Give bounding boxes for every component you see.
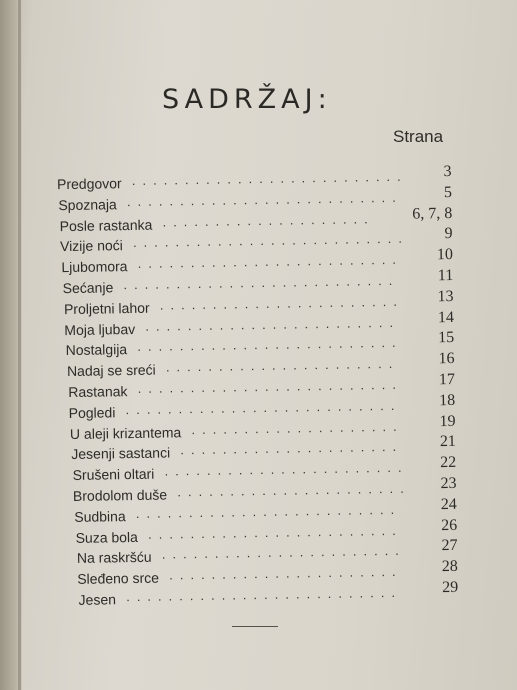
leader-dots: ......................... [137, 335, 403, 355]
toc-entry-title: Ljubomora [61, 258, 128, 276]
toc-entry-page: 14 [437, 308, 455, 326]
toc-entry-page: 3 [443, 162, 452, 181]
leader-dots: ........................ [147, 522, 403, 542]
toc-entry-page: 26 [441, 516, 458, 534]
toc-entry-title: Nadaj se sreći [66, 361, 156, 380]
toc-entry-page: 24 [440, 495, 457, 513]
page-title: SADRŽAJ: [162, 84, 332, 115]
toc-entry-page: 28 [441, 558, 458, 576]
leader-dots: .......................... [125, 397, 402, 417]
toc-entry-title: Brodolom duše [72, 486, 168, 504]
leader-dots: .......................... [126, 189, 403, 209]
toc-entry-page: 18 [439, 391, 456, 409]
toc-entry-title: Sleđeno srce [77, 569, 160, 588]
leader-dots: .................... [162, 210, 375, 230]
toc-entry-title: Proljetni lahor [63, 299, 150, 317]
toc-entry-page: 11 [437, 266, 454, 285]
toc-entry-title: Jesenji sastanci [71, 444, 171, 463]
leader-dots: ...................... [165, 355, 400, 375]
leader-dots: .......................... [126, 584, 403, 605]
toc-entry-page: 16 [438, 350, 455, 368]
toc-entry-title: U aleji krizantema [69, 423, 182, 442]
toc-entry-title: Moja ljubav [64, 320, 136, 338]
toc-entry-title: Posle rastanka [59, 216, 153, 234]
leader-dots: ......................... [137, 376, 404, 396]
toc-entry-title: Srušeni oltari [72, 465, 155, 484]
toc-entry-title: Jesen [78, 591, 117, 608]
toc-entry-page: 27 [441, 537, 458, 555]
leader-dots: ........................ [145, 314, 401, 334]
toc-entry-page: 29 [442, 578, 459, 597]
toc-entry-title: Vizije noći [59, 237, 123, 255]
leader-dots: .................... [191, 418, 404, 437]
toc-entry-title: Sudbina [74, 507, 126, 525]
toc-entry-page: 22 [440, 454, 457, 472]
toc-entry-page: 19 [439, 412, 456, 430]
leader-dots: ......................... [135, 501, 402, 521]
toc-entry-page: 9 [444, 225, 453, 243]
toc-entry-page: 6, 7, 8 [412, 204, 453, 223]
leader-dots: ....................... [164, 459, 409, 479]
toc-entry-page: 5 [443, 183, 453, 201]
leader-dots: ....................... [159, 293, 404, 313]
toc-entry-title: Rastanak [68, 383, 128, 401]
toc-entry-page: 13 [437, 287, 454, 305]
leader-dots: .......................... [123, 272, 400, 293]
leader-dots: ..................... [180, 439, 404, 458]
leader-dots: ....................... [161, 543, 406, 562]
toc-entry-title: Nostalgija [65, 341, 128, 359]
page-column-header: Strana [393, 127, 444, 146]
toc-entry-page: 15 [438, 329, 455, 347]
leader-dots: .......................... [132, 231, 410, 251]
toc-entry-title: Pogledi [68, 404, 116, 421]
toc-entry-title: Predgovor [56, 175, 122, 193]
end-rule [232, 626, 278, 627]
toc-entry-page: 17 [438, 370, 456, 389]
leader-dots: ...................... [177, 480, 411, 500]
toc-entry-page: 21 [439, 433, 457, 451]
toc-entry-title: Spoznaja [58, 196, 117, 213]
toc-entry-title: Na raskršću [76, 549, 152, 567]
leader-dots: ...................... [169, 563, 403, 583]
leader-dots: .......................... [131, 168, 408, 188]
toc-entry-title: Sećanje [62, 279, 114, 297]
toc-entry-page: 10 [436, 246, 454, 264]
leader-dots: ......................... [137, 251, 404, 272]
toc-entry-page: 23 [440, 474, 457, 493]
toc-entry-title: Suza bola [75, 528, 139, 546]
